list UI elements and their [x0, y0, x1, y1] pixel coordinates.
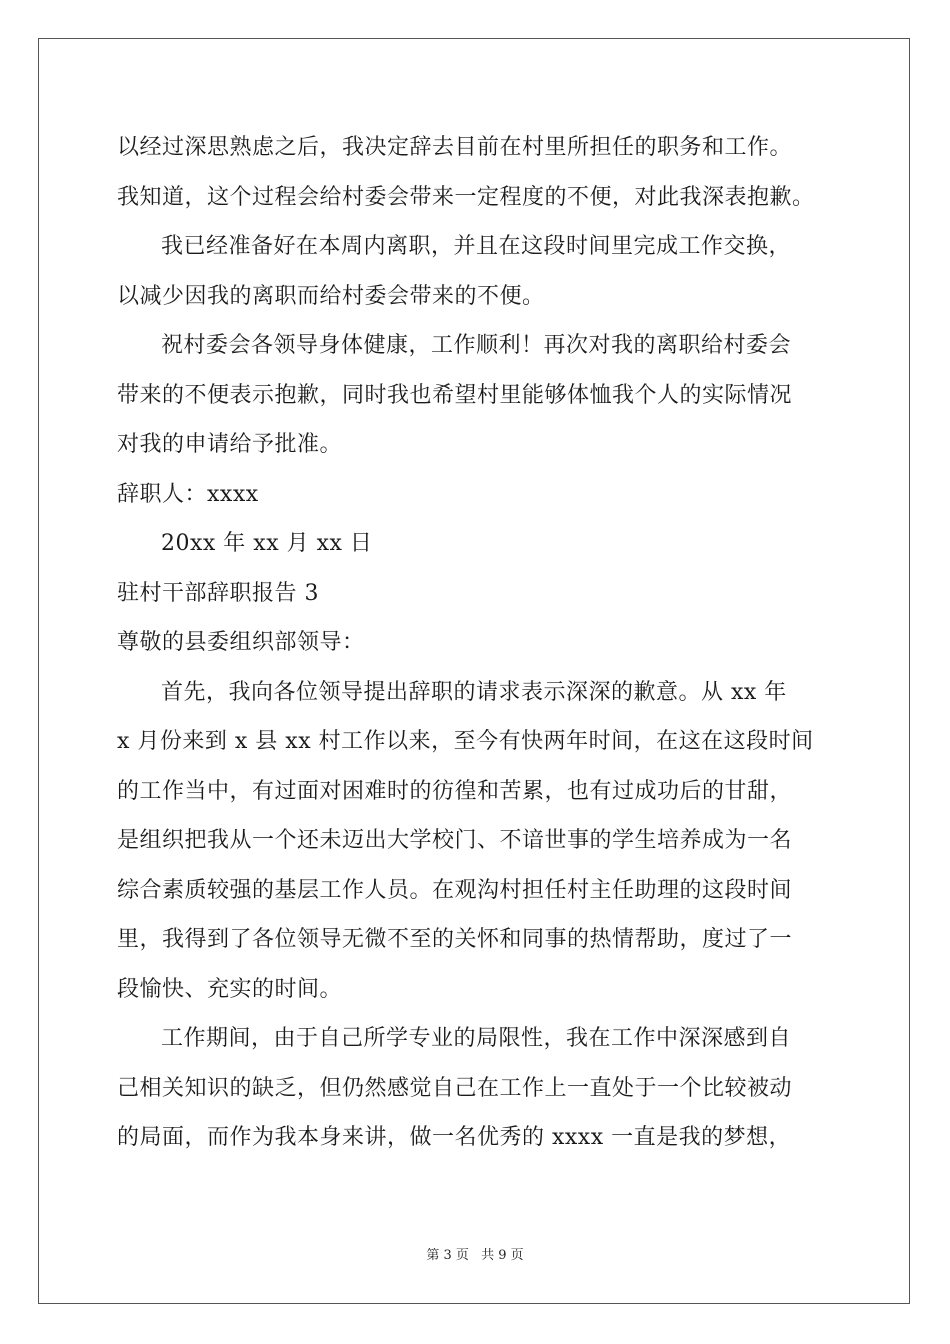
date-line: 20xx 年 xx 月 xx 日 [161, 531, 373, 556]
text-line-15: 是组织把我从一个还未迈出大学校门、不谙世事的学生培养成为一名 [117, 828, 793, 853]
text-line-5: 祝村委会各领导身体健康，工作顺利！再次对我的离职给村委会 [161, 333, 792, 358]
text-line-19: 工作期间，由于自己所学专业的局限性，我在工作中深深感到自 [161, 1026, 792, 1051]
text-line-18: 段愉快、充实的时间。 [117, 976, 343, 1002]
signature-line: 辞职人：xxxx [117, 481, 259, 507]
text-line-20: 己相关知识的缺乏，但仍然感觉自己在工作上一直处于一个比较被动 [117, 1075, 793, 1101]
text-line-14: 的工作当中，有过面对困难时的彷徨和苦累，也有过成功后的甘甜， [117, 778, 793, 804]
section-title: 驻村干部辞职报告 3 [117, 580, 319, 606]
text-line-16: 综合素质较强的基层工作人员。在观沟村担任村主任助理的这段时间 [117, 877, 793, 903]
text-line-13: x 月份来到 x 县 xx 村工作以来，至今有快两年时间，在这在这段时间 [117, 729, 814, 754]
text-line-7: 对我的申请给予批准。 [117, 432, 343, 457]
page-footer [0, 1244, 950, 1263]
page-number: 第 3 页 [426, 1248, 469, 1263]
text-line-17: 里，我得到了各位领导无微不至的关怀和同事的热情帮助，度过了一 [117, 927, 793, 952]
text-line-21: 的局面，而作为我本身来讲，做一名优秀的 xxxx 一直是我的梦想， [117, 1125, 792, 1150]
salutation: 尊敬的县委组织部领导： [117, 630, 365, 655]
text-line-4: 以减少因我的离职而给村委会带来的不便。 [117, 283, 545, 309]
text-line-6: 带来的不便表示抱歉，同时我也希望村里能够体恤我个人的实际情况 [117, 382, 793, 408]
text-line-12: 首先，我向各位领导提出辞职的请求表示深深的歉意。从 xx 年 [161, 679, 787, 705]
text-line-3: 我已经准备好在本周内离职，并且在这段时间里完成工作交换， [161, 234, 792, 259]
text-line-2: 我知道，这个过程会给村委会带来一定程度的不便，对此我深表抱歉。 [117, 184, 815, 210]
page-total: 共 9 页 [481, 1248, 524, 1263]
text-line-1: 以经过深思熟虑之后，我决定辞去目前在村里所担任的职务和工作。 [117, 135, 793, 160]
document-body [117, 128, 837, 1168]
